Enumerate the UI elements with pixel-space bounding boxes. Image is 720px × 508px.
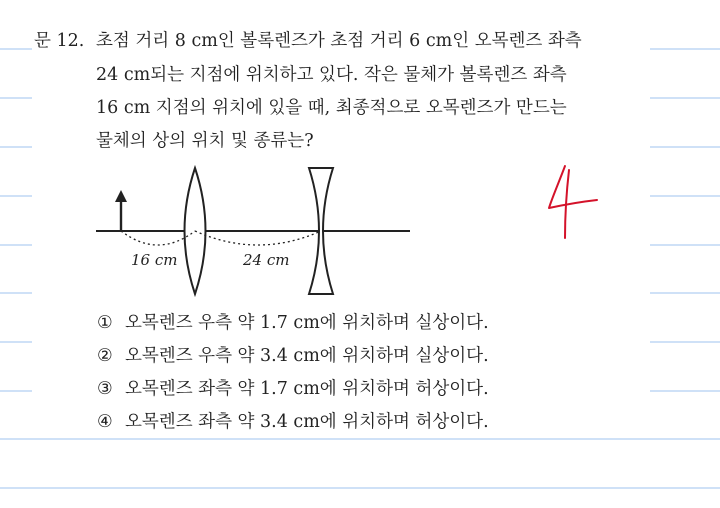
rule-line [0,97,32,99]
option-4[interactable] [97,408,489,433]
rule-line [0,487,720,489]
rule-line [0,341,32,343]
question-line: 24 cm되는 지점에 위치하고 있다. 작은 물체가 볼록렌즈 좌측 [96,59,567,92]
object-arrow-icon [115,190,127,231]
option-mark: ① [97,313,113,333]
rule-line [650,97,720,99]
rule-line [650,341,720,343]
rule-line [0,48,32,50]
rule-line [0,244,32,246]
option-2[interactable] [97,342,489,367]
question-line: 초점 거리 8 cm인 볼록렌즈가 초점 거리 6 cm인 오목렌즈 좌측 [96,25,582,58]
question-number: 문 12. [34,25,84,58]
handwritten-answer-4 [535,160,615,250]
rule-line [0,146,32,148]
rule-line [650,48,720,50]
rule-line [650,195,720,197]
option-3[interactable] [97,375,489,400]
option-mark: ② [97,346,113,366]
rule-line [650,146,720,148]
option-1[interactable] [97,309,489,334]
rule-line [0,195,32,197]
lens-diagram [90,160,420,300]
option-text: 오목렌즈 우측 약 3.4 cm에 위치하며 실상이다. [125,346,489,366]
rule-line [0,390,32,392]
rule-line [650,390,720,392]
rule-line [650,244,720,246]
rule-line [0,438,720,440]
option-mark: ④ [97,412,113,432]
question-line: 물체의 상의 위치 및 종류는? [96,125,314,158]
distance-label-16: 16 cm [131,251,178,269]
option-text: 오목렌즈 좌측 약 3.4 cm에 위치하며 허상이다. [125,412,489,432]
rule-line [650,292,720,294]
option-text: 오목렌즈 좌측 약 1.7 cm에 위치하며 허상이다. [125,379,489,399]
option-mark: ③ [97,379,113,399]
distance-label-24: 24 cm [243,251,290,269]
question-line: 16 cm 지점의 위치에 있을 때, 최종적으로 오목렌즈가 만드는 [96,92,567,125]
rule-line [0,292,32,294]
option-text: 오목렌즈 우측 약 1.7 cm에 위치하며 실상이다. [125,313,489,333]
distance-arc-24 [195,231,321,245]
